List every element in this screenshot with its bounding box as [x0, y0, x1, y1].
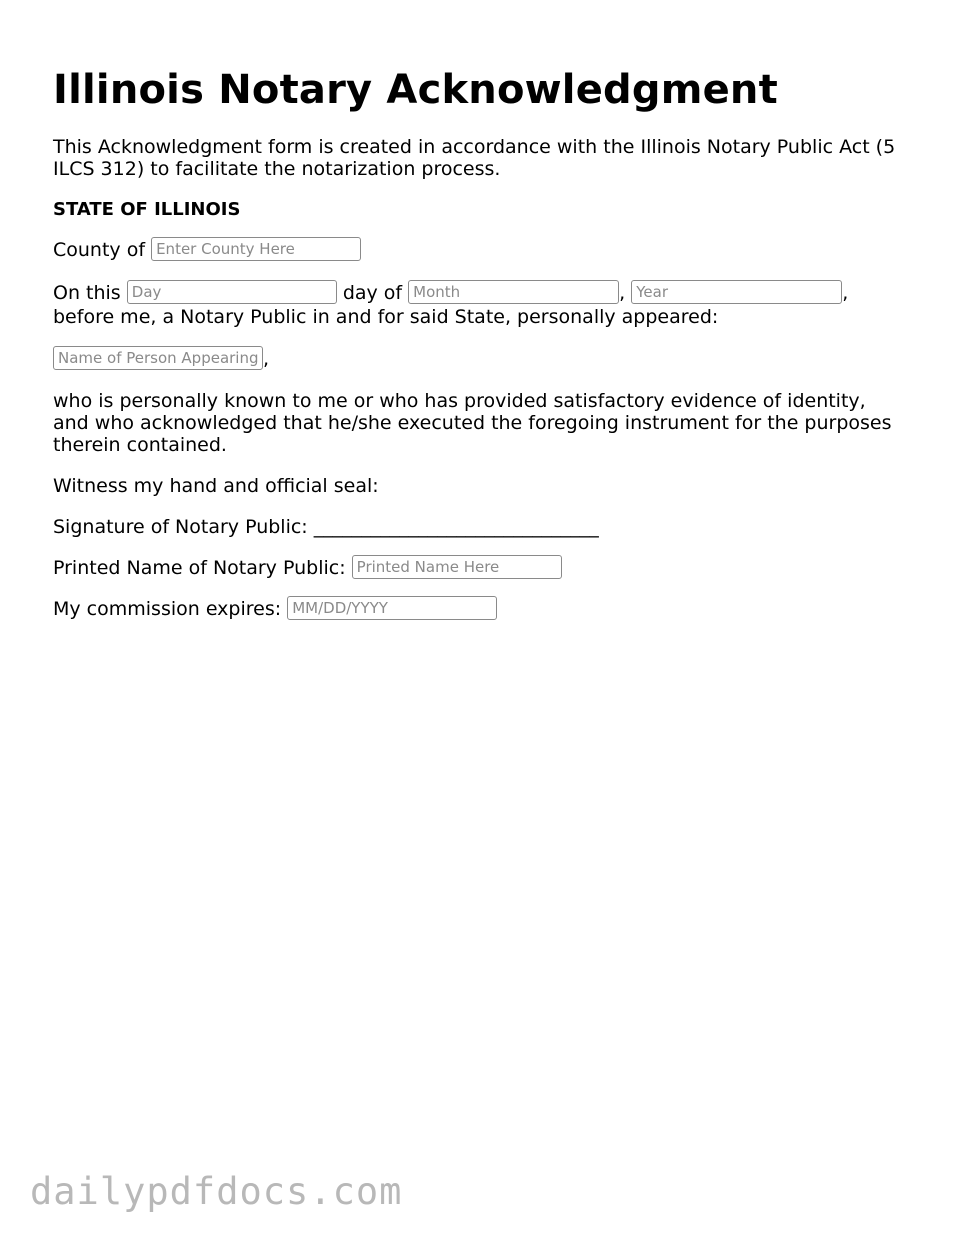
- person-name-input[interactable]: [53, 346, 263, 370]
- county-label: County of: [53, 239, 146, 261]
- county-line: [53, 239, 903, 261]
- year-input[interactable]: [631, 280, 842, 304]
- commission-line: [53, 598, 903, 620]
- day-input[interactable]: [127, 280, 337, 304]
- person-comma: ,: [263, 348, 270, 370]
- document-page: [53, 66, 903, 639]
- intro-paragraph: This Acknowledgment form is created in accordance with the Illinois Notary Public Act (5 ILCS 312) to facilitate the notarization process.: [53, 136, 896, 180]
- signature-underline: ______________________________: [313, 516, 599, 538]
- month-input[interactable]: [408, 280, 619, 304]
- printed-name-line: [53, 557, 903, 579]
- watermark: dailypdfdocs.com: [30, 1170, 403, 1213]
- statement-paragraph: who is personally known to me or who has provided satisfactory evidence of identity, and who acknowledged that he/she executed the foregoing instrument for the purposes therein contained.: [53, 390, 892, 456]
- date-suffix: before me, a Notary Public in and for said State, personally appeared:: [53, 306, 719, 328]
- signature-label: Signature of Notary Public:: [53, 516, 308, 538]
- printed-name-input[interactable]: [352, 555, 562, 579]
- day-of-label: day of: [342, 282, 403, 304]
- printed-name-label: Printed Name of Notary Public:: [53, 557, 346, 579]
- commission-label: My commission expires:: [53, 598, 282, 620]
- signature-line: [53, 516, 903, 538]
- date-comma-1: ,: [619, 282, 626, 304]
- witness-line: Witness my hand and official seal:: [53, 475, 379, 497]
- state-heading: STATE OF ILLINOIS: [53, 199, 241, 220]
- county-input[interactable]: [151, 237, 361, 261]
- commission-date-input[interactable]: [287, 596, 497, 620]
- person-line: [53, 348, 903, 370]
- date-comma-2: ,: [842, 282, 849, 304]
- date-prefix: On this: [53, 282, 121, 304]
- date-line: [53, 281, 903, 329]
- page-title: Illinois Notary Acknowledgment: [53, 67, 778, 113]
